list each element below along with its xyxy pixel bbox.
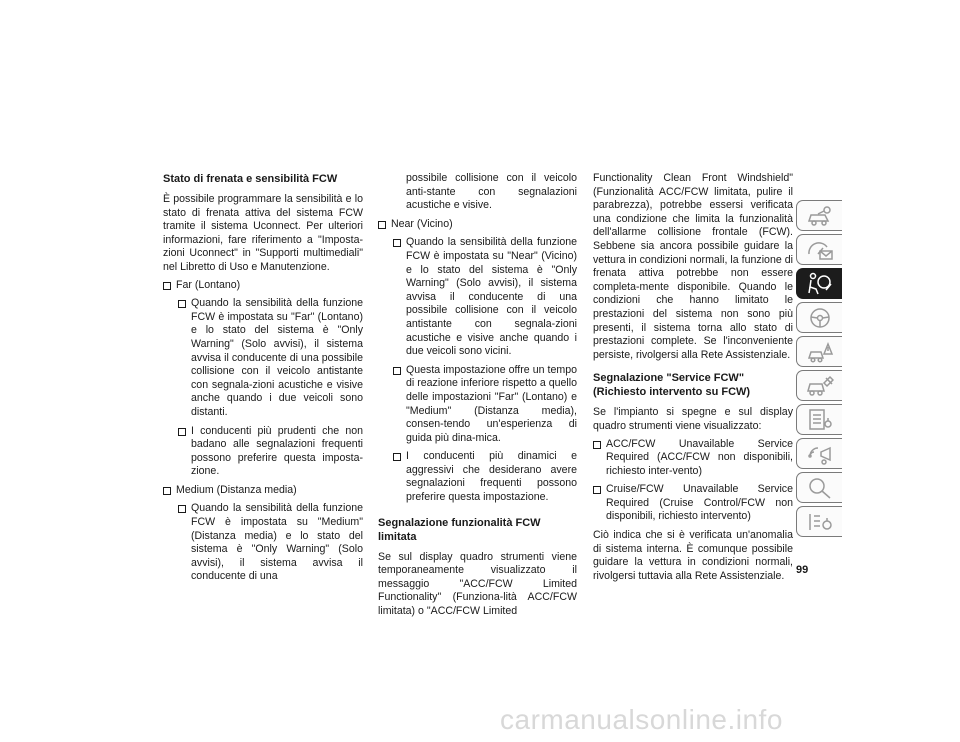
sub-bullet-near-1-text: Quando la sensibilità della funzione FCW è impostata su "Near" (Vicino) e lo stato del sistema è "Only Warning" (Solo avvisi), il sistema avvisa il conducente di una possibile collisione con il veicolo antistante con segnala-zioni acustiche e visive anche quando i due veicoli sono vicini.	[406, 236, 577, 358]
checkbox-bullet-icon	[378, 221, 386, 229]
text-column-3	[593, 172, 793, 587]
sub-bullet-near-2	[378, 364, 577, 446]
page-number: 99	[796, 564, 809, 576]
tab-airbag-seat[interactable]	[796, 268, 842, 299]
dashboard-mail-icon	[806, 238, 834, 262]
sub-bullet-far-2-text: I conducenti più prudenti che non badano alle segnalazioni frequenti possono preferire questa imposta-zione.	[191, 424, 363, 478]
limited-paragraph: Se sul display quadro strumenti viene temporaneamente visualizzato il messaggio "ACC/FCW Limited Functionality" (Funziona-lità ACC/FCW limitata) o "ACC/FCW Limited	[378, 550, 577, 618]
maintenance-list-icon	[806, 408, 834, 432]
car-warning-icon	[806, 340, 834, 364]
sub-bullet-far-2	[163, 425, 363, 479]
checkbox-bullet-icon	[178, 505, 186, 513]
airbag-seat-icon	[806, 272, 834, 296]
service-outro: Ciò indica che si è verificata un'anomalia di sistema interna. È comunque possibile guidare la vettura in condizioni normali, rivolgersi tuttavia alla Rete Assistenziale.	[593, 529, 793, 582]
checkbox-bullet-icon	[178, 428, 186, 436]
sub-bullet-medium-1-text: Quando la sensibilità della funzione FCW è impostata su "Medium" (Distanza media) e lo stato del sistema è "Only Warning" (Solo avvisi), il sistema avvisa il conducente di una	[191, 502, 363, 583]
bullet-medium	[163, 484, 363, 498]
bullet-near	[378, 218, 577, 232]
tab-maintenance-list[interactable]	[796, 404, 842, 435]
text-column-2	[378, 172, 577, 623]
tab-steering-wheel[interactable]	[796, 302, 842, 333]
tab-dashboard-mail[interactable]	[796, 234, 842, 265]
sub-bullet-near-1	[378, 236, 577, 358]
sub-bullet-far-1	[163, 297, 363, 419]
bullet-service-2-text: Cruise/FCW Unavailable Service Required (Cruise Control/FCW non disponibili, richiesto intervento)	[606, 483, 793, 523]
bullet-far-label: Far (Lontano)	[176, 278, 241, 291]
checkbox-bullet-icon	[393, 239, 401, 247]
tab-car-key[interactable]	[796, 200, 842, 231]
bullet-far	[163, 279, 363, 293]
car-service-icon	[806, 374, 834, 398]
limited-paragraph-continued: Functionality Clean Front Windshield" (Funzionalità ACC/FCW limitata, pulire il parabrezza), potrebbe essersi verificata una condizione che limita la funzionalità dell'allarme collisione frontale (FCW). Sebbene sia ancora possibile guidare la vettura in condizioni normali, la funzione di frenata attiva potrebbe non essere completa-mente disponibile. Quando le condizioni che hanno limitato le prestazioni del sistema non sono più presenti, il sistema torna allo stato di prestazioni complete. Se l'inconveniente persiste, rivolgersi alla Rete Assistenziale.	[593, 172, 793, 361]
sub-bullet-far-1-text: Quando la sensibilità della funzione FCW è impostata su "Far" (Lontano) e lo stato del sistema è "Only Warning" (Solo avvisi), il sistema avvisa il conducente di una possibile collisione con il veicolo antistante con segnala-zioni acustiche e visive anche quando i due veicoli sono distanti.	[191, 297, 363, 418]
text-column-1	[163, 172, 363, 589]
chapter-tabs	[796, 200, 844, 540]
bullet-service-1-text: ACC/FCW Unavailable Service Required (ACC/FCW non disponibili, richiesto inter-vento)	[606, 437, 793, 477]
bullet-medium-label: Medium (Distanza media)	[176, 483, 297, 496]
watermark: carmanualsonline.info	[500, 704, 783, 735]
section-heading-limited: Segnalazione funzionalità FCW limitata	[378, 516, 541, 543]
sub-bullet-near-3-text: I conducenti più dinamici e aggressivi che desiderano avere segnalazioni frequenti possono preferire questa impostazione.	[406, 450, 577, 504]
bullet-service-2	[593, 483, 793, 524]
sub-bullet-medium-1	[163, 502, 363, 584]
section-heading-fcw-sensitivity: Stato di frenata e sensibilità FCW	[163, 173, 338, 185]
sub-bullet-medium-1-continued: possibile collisione con il veicolo anti-stante con segnalazioni acustiche e visive.	[406, 172, 577, 212]
sub-bullet-near-2-text: Questa impostazione offre un tempo di reazione inferiore rispetto a quello delle impostazioni "Far" (Lontano) e "Medium" (Distanza media), consen-tendo un'esperienza di guida più dina-mica.	[406, 363, 577, 444]
steering-wheel-icon	[806, 306, 834, 330]
search-icon	[806, 476, 834, 500]
checkbox-bullet-icon	[163, 282, 171, 290]
tab-car-warning[interactable]	[796, 336, 842, 367]
multimedia-icon	[806, 442, 834, 466]
index-abc-icon	[806, 510, 834, 534]
bullet-near-label: Near (Vicino)	[391, 217, 453, 230]
checkbox-bullet-icon	[393, 453, 401, 461]
car-key-icon	[806, 204, 834, 228]
section-heading-service: Segnalazione "Service FCW" (Richiesto intervento su FCW)	[593, 372, 751, 399]
checkbox-bullet-icon	[593, 486, 601, 494]
service-intro: Se l'impianto si spegne e sul display quadro strumenti viene visualizzato:	[593, 406, 793, 432]
checkbox-bullet-icon	[163, 487, 171, 495]
tab-car-service[interactable]	[796, 370, 842, 401]
tab-search[interactable]	[796, 472, 842, 503]
bullet-service-1	[593, 438, 793, 479]
tab-multimedia[interactable]	[796, 438, 842, 469]
tab-index[interactable]	[796, 506, 842, 537]
checkbox-bullet-icon	[178, 300, 186, 308]
checkbox-bullet-icon	[593, 441, 601, 449]
checkbox-bullet-icon	[393, 367, 401, 375]
sub-bullet-near-3	[378, 450, 577, 504]
intro-paragraph: È possibile programmare la sensibilità e lo stato di frenata attiva del sistema FCW tramite il sistema Uconnect. Per ulteriori informazioni, fare riferimento a "Imposta-zioni Uconnect" in "Supporti multimediali" nel Libretto di Uso e Manutenzione.	[163, 193, 363, 273]
